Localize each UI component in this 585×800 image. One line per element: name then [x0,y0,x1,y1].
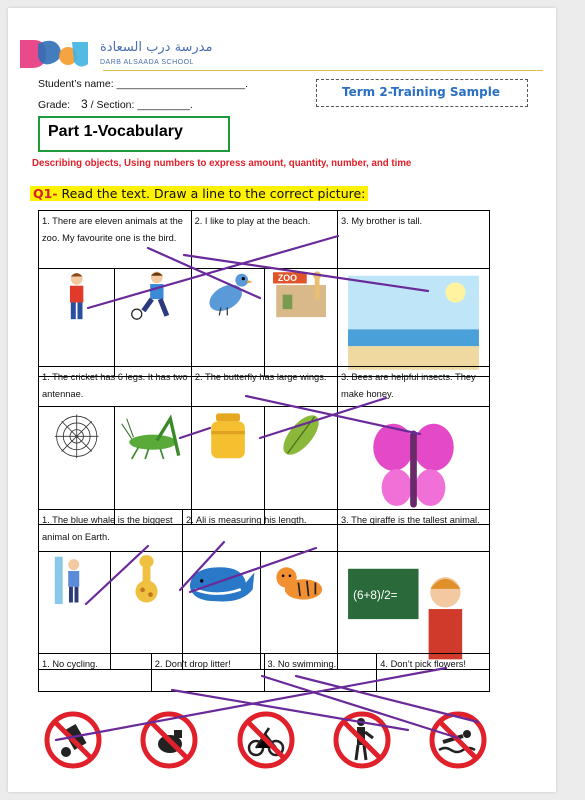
exercise-4-pictures [38,704,493,776]
picture-cell[interactable] [115,269,191,377]
worksheet-page [8,8,556,792]
school-logo-icon [16,34,94,76]
exercise-4-table [38,653,490,692]
board-text: (6+8)/2= [353,588,398,602]
picture-cell[interactable] [39,269,115,377]
picture-cell[interactable] [264,269,337,377]
picture-cell[interactable] [264,407,337,525]
tiger-icon [261,552,337,611]
teacher-icon [338,552,489,669]
term-title: Term 2-Training Sample [342,85,500,99]
picture-cell[interactable] [191,407,264,525]
sentence-cell[interactable]: 3. My brother is tall. [338,211,490,269]
sentence-cell[interactable]: 2. Don’t drop litter! [151,654,264,692]
no-fishing-icon[interactable] [134,704,204,776]
sentence-cell[interactable]: 3. Bees are helpful insects. They make honey. [338,367,490,407]
bird-icon [192,269,264,320]
part-title: Part 1-Vocabulary [48,123,183,140]
leaf-icon [265,407,337,463]
boy-icon [39,269,114,323]
sentence-cell[interactable]: 2. Ali is measuring his length. [183,510,338,552]
exercise-3-table [38,509,490,670]
exercise-1-table [38,210,490,377]
sentence-cell[interactable]: 2. I like to play at the beach. [191,211,337,269]
school-name-arabic: مدرسة درب السعادة [100,40,213,55]
picture-cell[interactable] [338,269,490,377]
exercise-2-table [38,366,490,525]
grade-value: 3 [81,97,88,111]
spider-web-icon [39,407,114,466]
picture-cell[interactable] [191,269,264,377]
part-description: Describing objects, Using numbers to express amount, quantity, number, and time [32,158,412,169]
beach-icon [338,269,489,376]
school-name-english: DARB ALSAADA SCHOOL [100,59,194,66]
no-cycling-icon[interactable] [231,704,301,776]
student-name-field[interactable]: Student’s name: ______________________. [38,78,248,90]
picture-cell[interactable] [39,407,115,525]
sentence-cell[interactable]: 1. The blue whale is the biggest animal on Earth. [39,510,183,552]
sentence-cell[interactable]: 1. The cricket has 6 legs. It has two antennae. [39,367,192,407]
sentence-cell[interactable]: 1. No cycling. [39,654,152,692]
header-divider [103,70,543,71]
sentence-cell[interactable]: 4. Don’t pick flowers! [377,654,490,692]
sentence-cell[interactable]: 1. There are eleven animals at the zoo. My favourite one is the bird. [39,211,192,269]
section-label: / Section: _________. [90,99,193,111]
honey-jar-icon [192,407,264,463]
grade-section-field[interactable] [38,97,193,111]
whale-icon [183,552,259,611]
football-player-icon [115,269,190,323]
measuring-boy-icon [39,552,110,607]
question-instruction: Read the text. Draw a line to the correct picture: [61,186,366,201]
sentence-cell[interactable]: 3. No swimming. [264,654,377,692]
picture-cell[interactable] [115,407,191,525]
zoo-sign-text: ZOO [277,273,297,284]
question-number: Q1- [33,186,58,201]
sentence-cell[interactable]: 3. The giraffe is the tallest animal. [338,510,490,552]
sentence-cell[interactable]: 2. The butterfly has large wings. [191,367,337,407]
question-1-heading [30,186,368,201]
zoo-icon [265,269,337,320]
giraffe-icon [111,552,182,607]
no-swimming-icon[interactable] [423,704,493,776]
grade-label: Grade: [38,99,71,111]
butterfly-icon [338,407,489,524]
cricket-icon [115,407,190,466]
picture-cell[interactable] [338,407,490,525]
no-flowers-icon[interactable] [38,704,108,776]
no-litter-icon[interactable] [327,704,397,776]
